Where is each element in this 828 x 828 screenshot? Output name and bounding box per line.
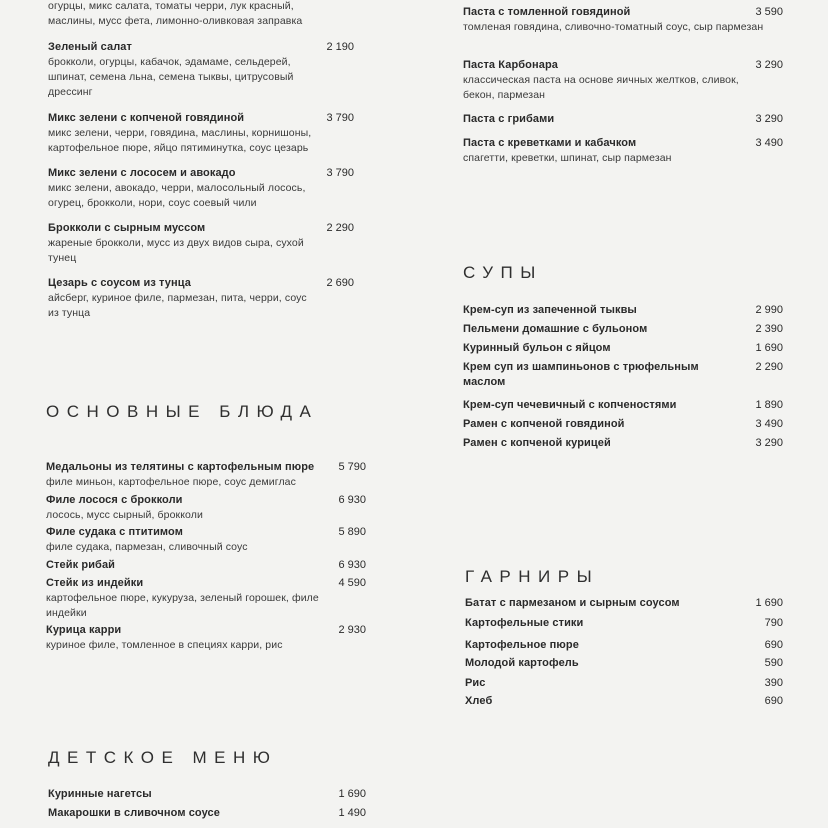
item-name: Куринный бульон с яйцом [463,342,611,354]
item-name: Крем-суп из запеченной тыквы [463,304,637,316]
item-name: Крем суп из шампиньонов с трюфельным маслом [463,361,699,388]
item-name: Картофельные стики [465,617,584,629]
item-name: Батат с пармезаном и сырным соусом [465,597,680,609]
menu-item-rice [465,676,783,691]
item-price: 3 290 [755,59,783,71]
item-price: 1 490 [338,807,366,819]
menu-item-nuggets [48,787,366,802]
item-name: Цезарь с соусом из тунца [48,277,191,289]
item-name: Стейк из индейки [46,577,144,589]
item-name: Зеленый салат [48,41,132,53]
item-price: 3 490 [755,137,783,149]
item-price: 690 [764,639,783,651]
item-name: Макарошки в сливочном соусе [48,807,220,819]
item-price: 690 [764,695,783,707]
item-price: 3 290 [755,113,783,125]
menu-item-macaroni [48,806,366,821]
item-name: Паста с креветками и кабачком [463,137,637,149]
item-price: 2 990 [755,304,783,316]
item-description: классическая паста на основе яичных желтков, сливок, бекон, пармезан [463,74,739,101]
item-name: Брокколи с сырным муссом [48,222,206,234]
item-name: Картофельное пюре [465,639,579,651]
menu-item-sweet-potato [465,596,783,611]
item-name: Куринные нагетсы [48,788,152,800]
item-name: Пельмени домашние с бульоном [463,323,648,335]
item-price: 6 930 [338,494,366,506]
item-price: 1 690 [338,788,366,800]
item-price: 3 790 [326,167,354,179]
item-name: Молодой картофель [465,657,579,669]
item-price: 3 790 [326,112,354,124]
item-price: 3 490 [755,418,783,430]
item-price: 2 290 [755,361,783,373]
item-name: Курица карри [46,624,122,636]
kids-menu-list [48,0,366,828]
item-price: 3 590 [755,6,783,18]
item-price: 1 690 [755,597,783,609]
item-price: 2 690 [326,277,354,289]
item-description: филе судака, пармезан, сливочный соус [46,541,248,553]
menu-item-potato-sticks [465,616,783,631]
item-price: 5 790 [338,461,366,473]
item-price: 390 [764,677,783,689]
item-name: Паста с томленной говядиной [463,6,631,18]
item-price: 2 190 [326,41,354,53]
item-name: Микс зелени с лососем и авокадо [48,167,236,179]
sides-list [465,0,783,828]
item-name: Рамен с копченой курицей [463,437,611,449]
item-price: 590 [764,657,783,669]
item-name: Паста с грибами [463,113,555,125]
menu-item-bread [465,694,783,709]
item-description: томленая говядина, сливочно-томатный соус, сыр пармезан [463,21,764,33]
menu-item-mashed-potato [465,638,783,653]
item-price: 2 930 [338,624,366,636]
menu-item-young-potato [465,656,783,671]
section-title-soups: СУПЫ [463,263,543,282]
item-description: лосось, мусс сырный, брокколи [46,509,203,521]
item-description: картофельное пюре, кукуруза, зеленый горошек, филе индейки [46,592,319,619]
item-description: куриное филе, томленное в специях карри, рис [46,639,283,651]
item-price: 3 290 [755,437,783,449]
item-price: 1 890 [755,399,783,411]
item-name: Паста Карбонара [463,59,558,71]
item-description: жареные брокколи, мусс из двух видов сыра, сухой тунец [48,237,304,264]
item-description: спагетти, креветки, шпинат, сыр пармезан [463,152,672,164]
item-name: Медальоны из телятины с картофельным пюре [46,461,315,473]
item-price: 790 [764,617,783,629]
item-name: Рамен с копченой говядиной [463,418,625,430]
item-name: Стейк рибай [46,559,116,571]
item-price: 1 690 [755,342,783,354]
item-description: микс зелени, авокадо, черри, малосольный лосось, огурец, брокколи, нори, соус соевый чили [48,182,306,209]
item-description: брокколи, огурцы, кабачок, эдамаме, сельдерей, шпинат, семена льна, семена тыквы, цитрусовый дрессинг [48,56,294,98]
section-title-kids: ДЕТСКОЕ МЕНЮ [48,748,278,767]
section-title-main: ОСНОВНЫЕ БЛЮДА [46,402,319,421]
item-price: 4 590 [338,577,366,589]
item-name: Рис [465,677,486,689]
item-description: айсберг, куриное филе, пармезан, пита, черри, соус из тунца [48,292,307,319]
item-description: филе миньон, картофельное пюре, соус демиглас [46,476,296,488]
item-name: Крем-суп чечевичный с копченостями [463,399,677,411]
item-price: 2 290 [326,222,354,234]
item-price: 2 390 [755,323,783,335]
item-name: Филе лосося с брокколи [46,494,183,506]
item-description: микс зелени, черри, говядина, маслины, корнишоны, картофельное пюре, яйцо пятиминутка, соус цезарь [48,127,312,154]
item-name: Микс зелени с копченой говядиной [48,112,245,124]
section-title-sides: ГАРНИРЫ [465,567,600,586]
item-price: 5 890 [338,526,366,538]
item-price: 6 930 [338,559,366,571]
item-name: Хлеб [465,695,493,707]
item-name: Филе судака с птитимом [46,526,183,538]
item-description: огурцы, микс салата, томаты черри, лук красный, маслины, мусс фета, лимонно-оливковая заправка [48,0,303,27]
